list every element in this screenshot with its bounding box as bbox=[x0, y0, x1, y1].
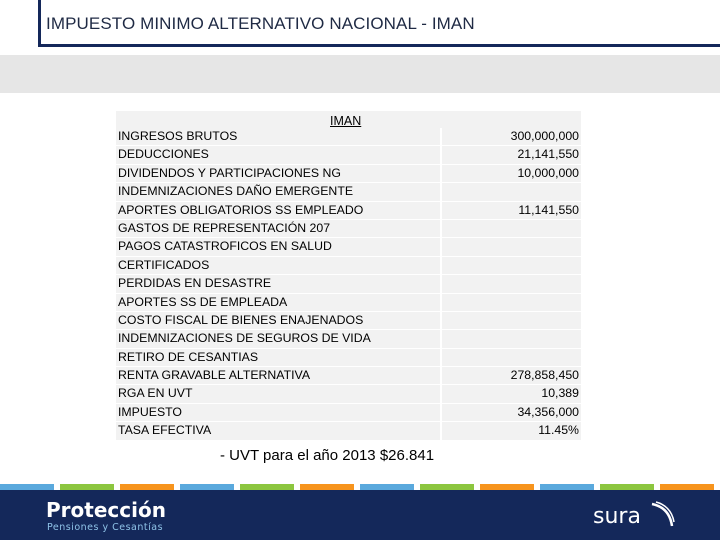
row-value bbox=[442, 257, 581, 274]
row-value: 278,858,450 bbox=[442, 367, 581, 384]
row-label: DEDUCCIONES bbox=[116, 146, 442, 163]
iman-table bbox=[116, 111, 581, 441]
table-row bbox=[116, 202, 581, 220]
row-value bbox=[442, 349, 581, 366]
row-label: APORTES OBLIGATORIOS SS EMPLEADO bbox=[116, 202, 442, 219]
table-heading: IMAN bbox=[330, 114, 362, 128]
row-label: COSTO FISCAL DE BIENES ENAJENADOS bbox=[116, 312, 442, 329]
row-value bbox=[442, 312, 581, 329]
row-label: INGRESOS BRUTOS bbox=[116, 128, 442, 145]
table-row bbox=[116, 385, 581, 403]
table-row bbox=[116, 404, 581, 422]
row-label: IMPUESTO bbox=[116, 404, 442, 421]
gray-band bbox=[0, 55, 720, 93]
row-value: 11,141,550 bbox=[442, 202, 581, 219]
footer-bar bbox=[0, 490, 720, 540]
table-heading-row bbox=[116, 111, 581, 128]
table-row bbox=[116, 146, 581, 164]
table-body bbox=[116, 128, 581, 441]
table-row bbox=[116, 183, 581, 201]
table-row bbox=[116, 330, 581, 348]
table-row bbox=[116, 367, 581, 385]
sura-logo: sura bbox=[593, 504, 641, 529]
row-value bbox=[442, 220, 581, 237]
row-value: 21,141,550 bbox=[442, 146, 581, 163]
row-label: CERTIFICADOS bbox=[116, 257, 442, 274]
slide-header bbox=[0, 0, 720, 47]
table-row bbox=[116, 312, 581, 330]
uvt-note: - UVT para el año 2013 $26.841 bbox=[220, 447, 435, 464]
row-value bbox=[442, 238, 581, 255]
row-label: RENTA GRAVABLE ALTERNATIVA bbox=[116, 367, 442, 384]
table-row bbox=[116, 294, 581, 312]
row-value bbox=[442, 330, 581, 347]
table-row bbox=[116, 349, 581, 367]
row-label: PERDIDAS EN DESASTRE bbox=[116, 275, 442, 292]
row-label: INDEMNIZACIONES DAÑO EMERGENTE bbox=[116, 183, 442, 200]
header-accent-bar bbox=[38, 0, 41, 47]
row-label: PAGOS CATASTROFICOS EN SALUD bbox=[116, 238, 442, 255]
row-value bbox=[442, 275, 581, 292]
row-value bbox=[442, 183, 581, 200]
row-label: INDEMNIZACIONES DE SEGUROS DE VIDA bbox=[116, 330, 442, 347]
slide-title: IMPUESTO MINIMO ALTERNATIVO NACIONAL - IMAN bbox=[46, 14, 475, 33]
sura-swoosh-icon bbox=[650, 500, 676, 530]
row-label: RGA EN UVT bbox=[116, 385, 442, 402]
table-row bbox=[116, 275, 581, 293]
row-label: TASA EFECTIVA bbox=[116, 422, 442, 439]
row-value bbox=[442, 294, 581, 311]
row-label: RETIRO DE CESANTIAS bbox=[116, 349, 442, 366]
proteccion-logo-subtitle: Pensiones y Cesantías bbox=[47, 522, 164, 533]
row-value: 10,389 bbox=[442, 385, 581, 402]
table-row bbox=[116, 220, 581, 238]
table-row bbox=[116, 257, 581, 275]
proteccion-logo: Protección bbox=[46, 498, 166, 522]
row-label: GASTOS DE REPRESENTACIÓN 207 bbox=[116, 220, 442, 237]
table-row bbox=[116, 422, 581, 440]
row-value: 11.45% bbox=[442, 422, 581, 439]
header-rule bbox=[38, 44, 720, 47]
row-label: APORTES SS DE EMPLEADA bbox=[116, 294, 442, 311]
row-value: 10,000,000 bbox=[442, 165, 581, 182]
table-row bbox=[116, 165, 581, 183]
row-value: 34,356,000 bbox=[442, 404, 581, 421]
table-row bbox=[116, 238, 581, 256]
row-label: DIVIDENDOS Y PARTICIPACIONES NG bbox=[116, 165, 442, 182]
table-row bbox=[116, 128, 581, 146]
row-value: 300,000,000 bbox=[442, 128, 581, 145]
